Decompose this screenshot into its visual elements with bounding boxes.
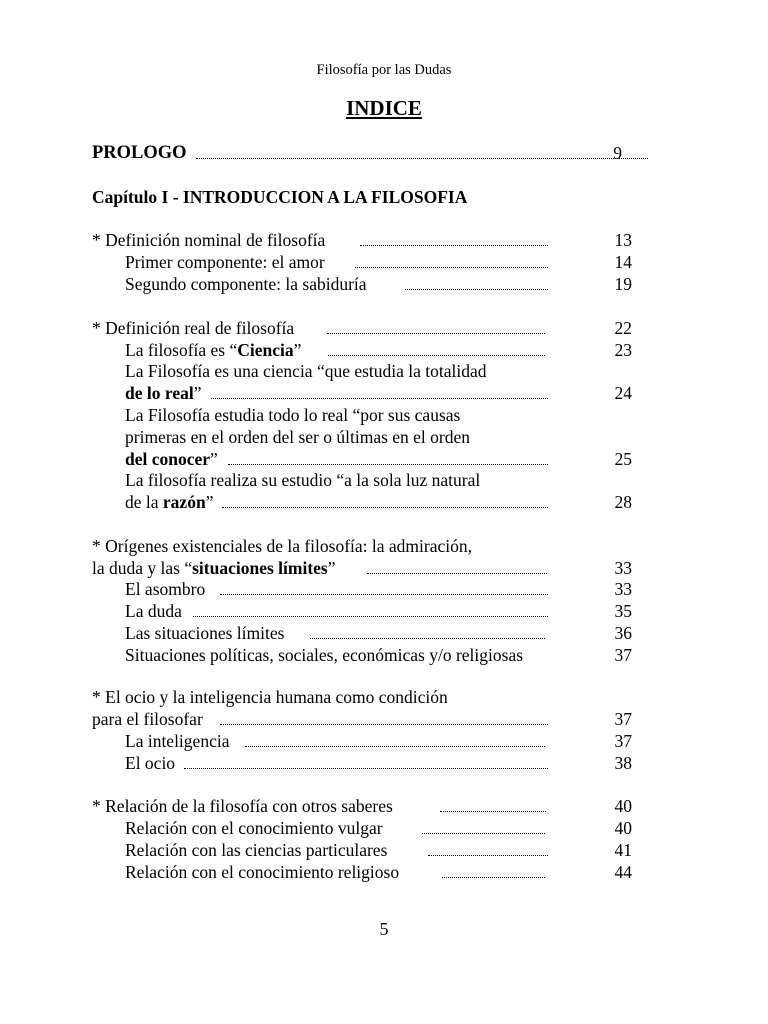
toc-entry-conocimiento-religioso[interactable] (125, 861, 399, 883)
toc-page-number: 38 (614, 753, 632, 773)
dot-leader (245, 745, 545, 747)
toc-label-emphasis: del conocer (125, 449, 211, 469)
toc-page-number: 14 (614, 252, 632, 272)
toc-entry-totalidad-line1: La Filosofía es una ciencia “que estudia la totalidad (125, 361, 487, 381)
toc-page-number: 13 (614, 230, 632, 250)
toc-label: Situaciones políticas, sociales, económicas y/o religiosas (125, 645, 524, 665)
toc-entry-origenes-line1: * Orígenes existenciales de la filosofía: la admiración, (92, 536, 473, 556)
toc-entry-razon[interactable] (125, 491, 213, 513)
toc-label: * Definición real de filosofía (92, 318, 295, 338)
dot-leader (193, 615, 548, 617)
toc-label: * Relación de la filosofía con otros saberes (92, 796, 393, 816)
toc-page-number: 33 (614, 579, 632, 599)
toc-label: ” (293, 340, 302, 360)
toc-page-number: 37 (614, 709, 632, 729)
toc-entry-asombro[interactable] (125, 578, 205, 600)
toc-label: El ocio (125, 753, 176, 773)
dot-leader (367, 572, 547, 574)
toc-label: ” (327, 558, 336, 578)
toc-page-number: 44 (614, 862, 632, 882)
toc-entry-prologo[interactable] (92, 142, 187, 164)
toc-page-number: 36 (614, 623, 632, 643)
page-title: INDICE (346, 96, 422, 120)
toc-entry-definicion-nominal[interactable] (92, 229, 325, 251)
toc-page-number: 25 (614, 449, 632, 469)
toc-entry-ciencia[interactable] (125, 339, 301, 361)
toc-entry-causas-line1: La Filosofía estudia todo lo real “por sus causas (125, 405, 461, 425)
toc-label: Las situaciones límites (125, 623, 285, 643)
toc-page-number: 28 (614, 492, 632, 512)
toc-label: La inteligencia (125, 731, 230, 751)
toc-label: Primer componente: el amor (125, 252, 325, 272)
toc-page-number: 40 (614, 818, 632, 838)
running-header: Filosofía por las Dudas (316, 62, 452, 78)
toc-entry-totalidad[interactable] (125, 382, 201, 404)
toc-label: PROLOGO (92, 143, 187, 163)
dot-leader (228, 463, 548, 465)
toc-entry-duda[interactable] (125, 600, 182, 622)
toc-label-emphasis: situaciones límites (192, 558, 328, 578)
toc-label: para el filosofar (92, 709, 203, 729)
dot-leader (422, 832, 545, 834)
toc-label: Segundo componente: la sabiduría (125, 274, 367, 294)
dot-leader (196, 157, 648, 159)
toc-entry-inteligencia[interactable] (125, 730, 229, 752)
dot-leader (360, 244, 548, 246)
dot-leader (442, 876, 545, 878)
toc-page-number: 23 (614, 340, 632, 360)
toc-label: La filosofía es “ (125, 340, 238, 360)
toc-label: ” (193, 383, 202, 403)
toc-label: ” (205, 492, 214, 512)
toc-entry-ocio-inteligencia[interactable] (92, 708, 203, 730)
dot-leader (355, 266, 548, 268)
toc-label: Relación con el conocimiento religioso (125, 862, 400, 882)
dot-leader (440, 810, 546, 812)
dot-leader (184, 767, 548, 769)
toc-label: la duda y las “ (92, 558, 193, 578)
toc-entry-ciencias-particulares[interactable] (125, 839, 387, 861)
toc-entry-conocimiento-vulgar[interactable] (125, 817, 383, 839)
toc-page-number: 19 (614, 274, 632, 294)
toc-entry-primer-componente[interactable] (125, 251, 325, 273)
toc-label: La duda (125, 601, 182, 621)
toc-page-number: 22 (614, 318, 632, 338)
toc-entry-razon-line1: La filosofía realiza su estudio “a la sola luz natural (125, 470, 481, 490)
toc-page-number: 24 (614, 383, 632, 403)
toc-entry-causas[interactable] (125, 448, 218, 470)
toc-entry-situaciones-politicas[interactable] (125, 644, 523, 666)
chapter-heading: Capítulo I - INTRODUCCION A LA FILOSOFIA (92, 187, 468, 207)
toc-entry-origenes[interactable] (92, 557, 336, 579)
toc-entry-causas-line2: primeras en el orden del ser o últimas en el orden (125, 427, 471, 447)
toc-page-number: 37 (614, 731, 632, 751)
dot-leader (327, 332, 545, 334)
toc-label: de la (125, 492, 163, 512)
toc-page-number: 37 (614, 645, 632, 665)
dot-leader (211, 397, 548, 399)
dot-leader (310, 637, 545, 639)
toc-entry-segundo-componente[interactable] (125, 273, 367, 295)
toc-label-emphasis: Ciencia (237, 340, 294, 360)
toc-page-number: 41 (614, 840, 632, 860)
dot-leader (220, 723, 548, 725)
toc-page-number: 35 (614, 601, 632, 621)
toc-page-number: 40 (614, 796, 632, 816)
dot-leader (220, 593, 548, 595)
dot-leader (428, 854, 548, 856)
toc-entry-situaciones-limites[interactable] (125, 622, 284, 644)
toc-entry-ocio-inteligencia-line1: * El ocio y la inteligencia humana como condición (92, 687, 448, 707)
toc-label: Relación con las ciencias particulares (125, 840, 388, 860)
dot-leader (405, 288, 548, 290)
page-number-footer: 5 (379, 919, 389, 939)
toc-label: * Definición nominal de filosofía (92, 230, 326, 250)
toc-label: Relación con el conocimiento vulgar (125, 818, 383, 838)
dot-leader (222, 506, 548, 508)
toc-label-emphasis: razón (162, 492, 206, 512)
dot-leader (328, 354, 545, 356)
toc-label: El asombro (125, 579, 206, 599)
toc-entry-definicion-real[interactable] (92, 317, 294, 339)
toc-label-emphasis: de lo real (125, 383, 194, 403)
toc-entry-relacion[interactable] (92, 795, 393, 817)
toc-label: ” (210, 449, 218, 469)
toc-page-number: 33 (614, 558, 632, 578)
toc-entry-ocio[interactable] (125, 752, 175, 774)
toc-page-number: 9 (613, 143, 622, 163)
